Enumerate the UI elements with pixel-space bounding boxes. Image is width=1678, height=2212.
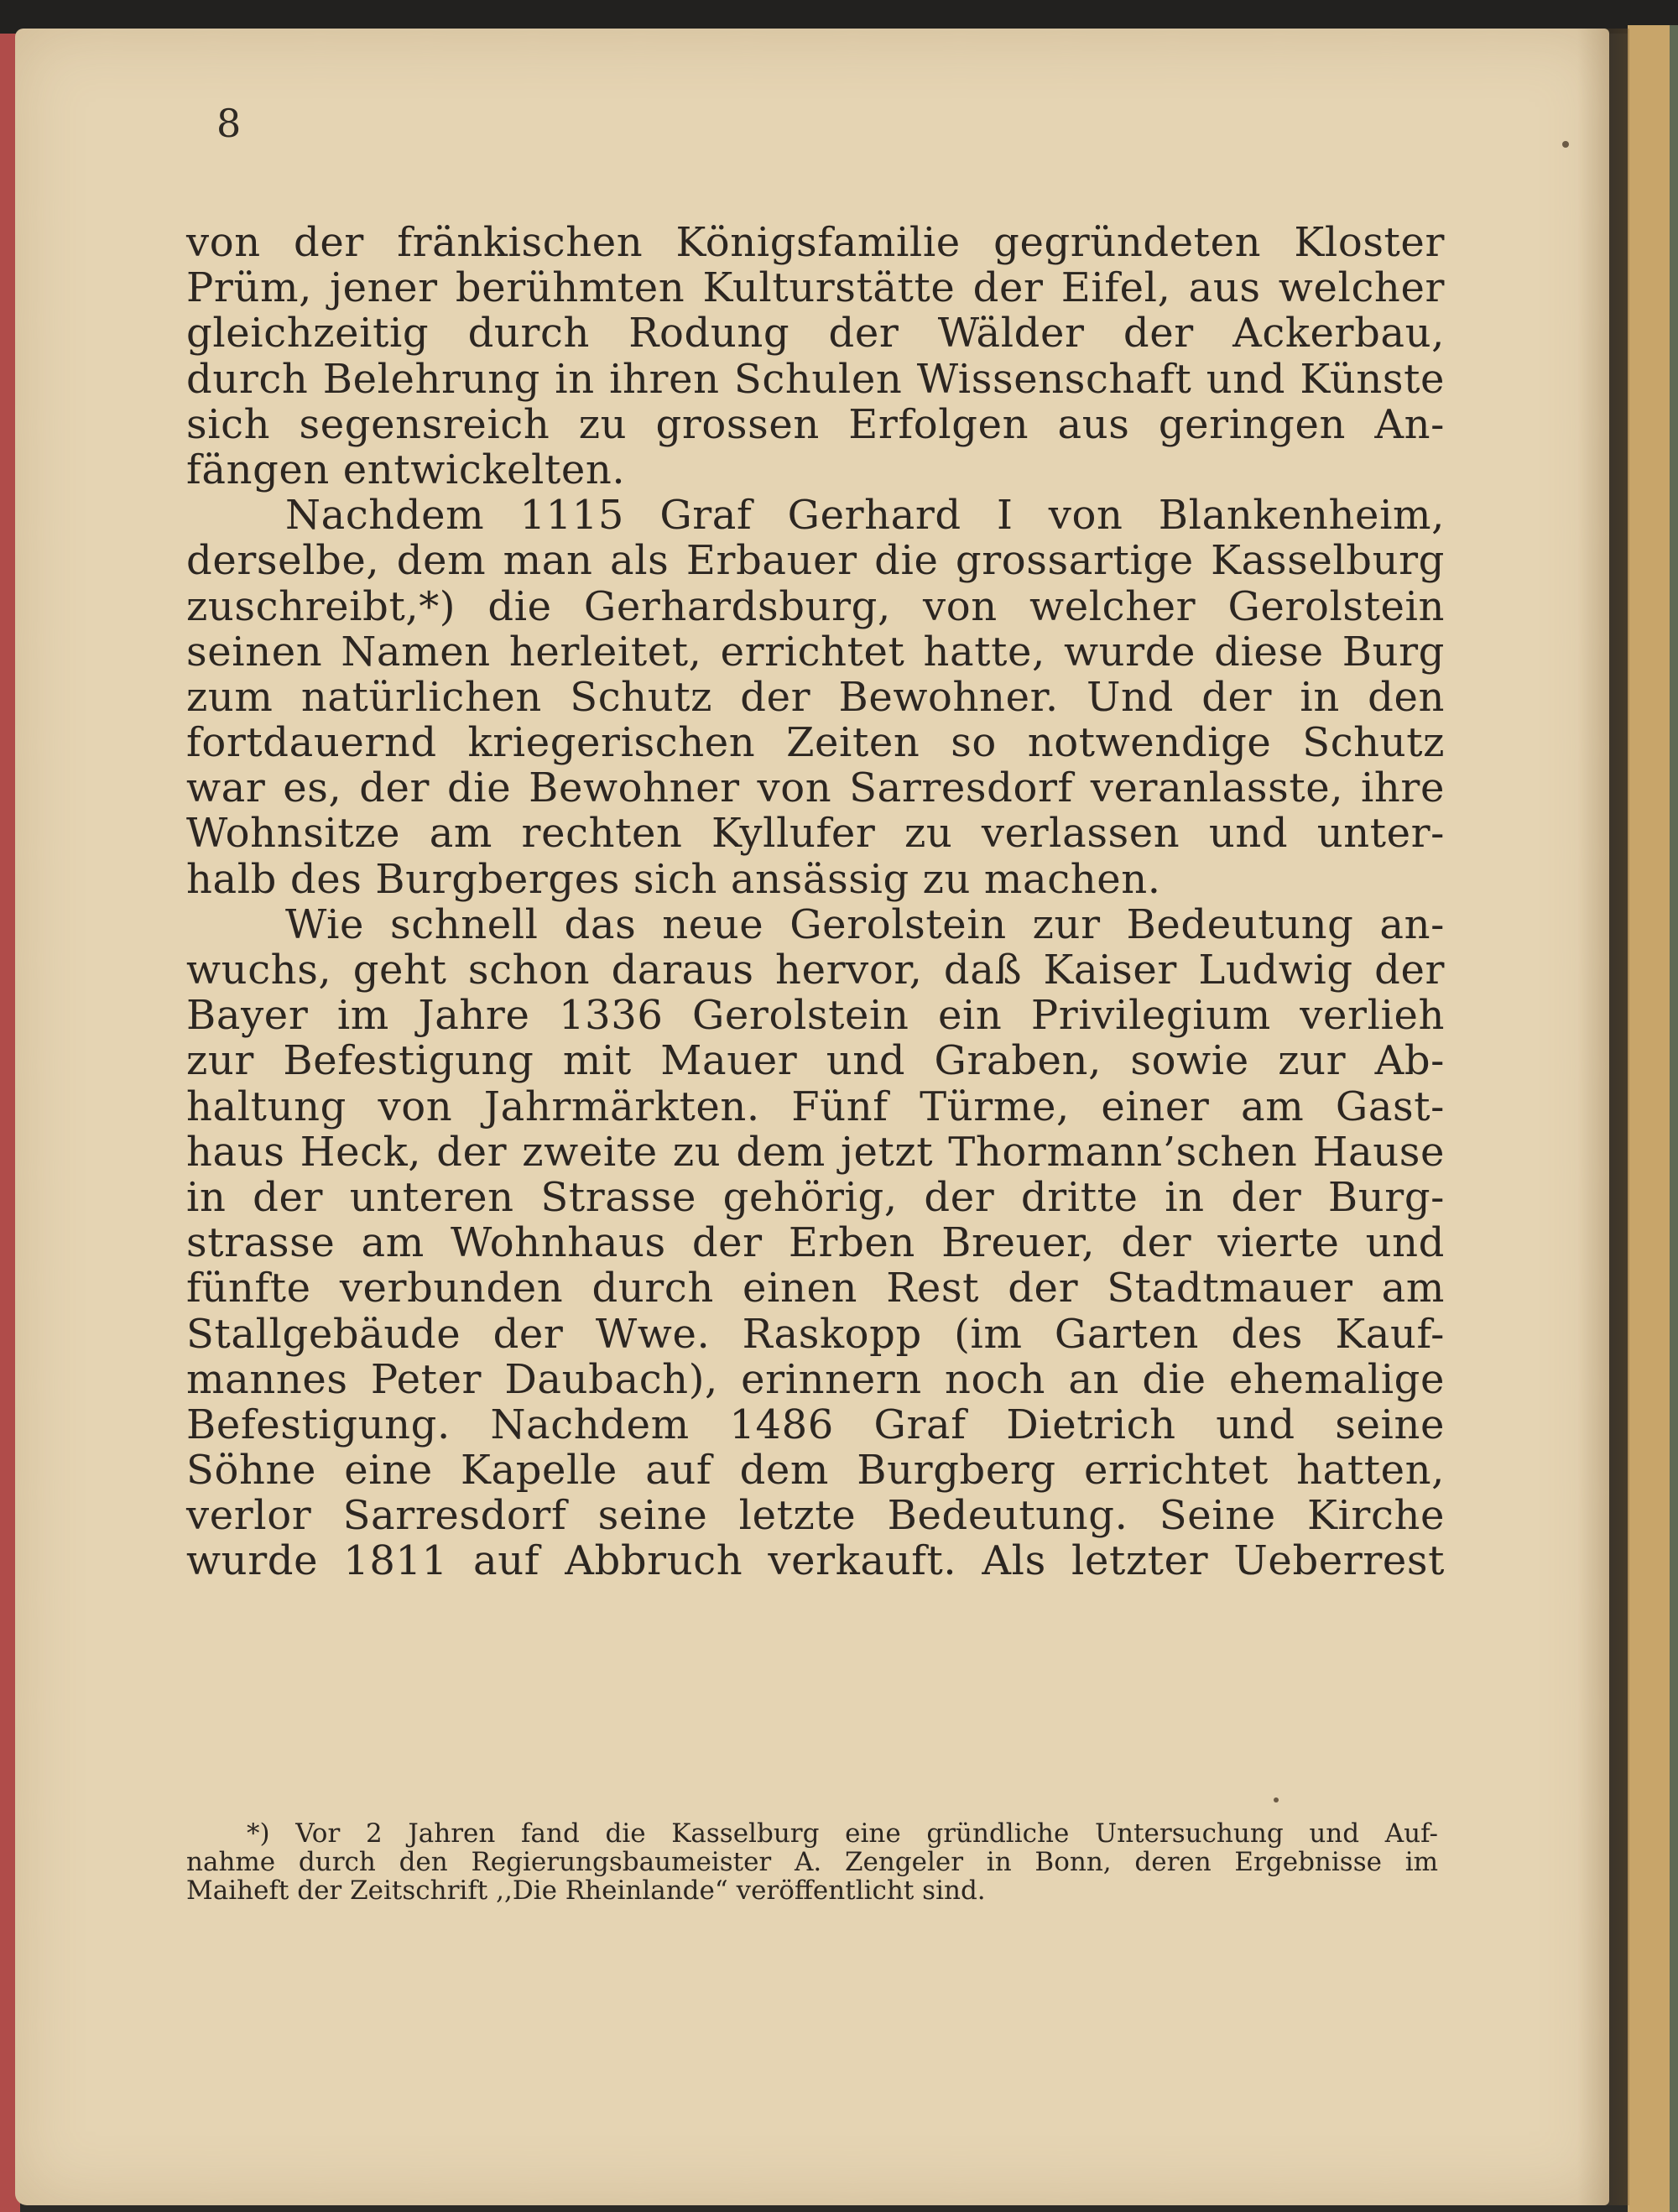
text-line: von der fränkischen Königsfamilie gegründeten Kloster [186, 219, 1445, 266]
text-line: war es, der die Bewohner von Sarresdorf veranlasste, ihre [186, 764, 1445, 812]
text-line: gleichzeitig durch Rodung der Wälder der Ackerbau, [186, 310, 1445, 357]
text-line: Söhne eine Kapelle auf dem Burgberg errichtet hatten, [186, 1447, 1445, 1495]
book-cover-right-edge [1670, 25, 1678, 2212]
text-line: Befestigung. Nachdem 1486 Graf Dietrich und seine [186, 1401, 1445, 1448]
page-number: 8 [216, 101, 242, 146]
text-line: Wohnsitze am rechten Kyllufer zu verlassen und unter- [186, 810, 1445, 858]
page-gutter-shadow [1577, 29, 1629, 2205]
text-line: haltung von Jahrmärkten. Fünf Türme, einer am Gast- [186, 1083, 1445, 1130]
body-text [186, 220, 1445, 1584]
text-line: zuschreibt,*) die Gerhardsburg, von welcher Gerolstein [186, 582, 1445, 630]
text-line: Nachdem 1115 Graf Gerhard I von Blankenheim, [285, 492, 1445, 540]
text-line: in der unteren Strasse gehörig, der dritte in der Burg- [186, 1173, 1445, 1221]
text-line: zum natürlichen Schutz der Bewohner. Und der in den [186, 673, 1445, 721]
paper-speck [1274, 1797, 1279, 1802]
text-line: Stallgebäude der Wwe. Raskopp (im Garten des Kauf- [186, 1310, 1445, 1358]
text-line: Bayer im Jahre 1336 Gerolstein ein Privilegium verlieh [186, 992, 1445, 1040]
text-line: fortdauernd kriegerischen Zeiten so notwendige Schutz [186, 719, 1445, 767]
text-line: wurde 1811 auf Abbruch verkauft. Als letzter Ueberrest [186, 1537, 1445, 1585]
footnote-line: *) Vor 2 Jahren fand die Kasselburg eine gründliche Untersuchung und Auf- [247, 1818, 1438, 1849]
text-line: derselbe, dem man als Erbauer die grossartige Kasselburg [186, 537, 1445, 585]
text-line: halb des Burgberges sich ansässig zu machen. [186, 855, 1161, 903]
text-line: sich segensreich zu grossen Erfolgen aus geringen An- [186, 400, 1445, 448]
paper-speck [1562, 141, 1569, 148]
text-line: Wie schnell das neue Gerolstein zur Bedeutung an- [285, 900, 1445, 948]
text-line: mannes Peter Daubach), erinnern noch an die ehemalige [186, 1355, 1445, 1403]
text-line: strasse am Wohnhaus der Erben Breuer, der vierte und [186, 1219, 1445, 1267]
text-line: seinen Namen herleitet, errichtet hatte, wurde diese Burg [186, 628, 1445, 676]
text-line: verlor Sarresdorf seine letzte Bedeutung. Seine Kirche [186, 1492, 1445, 1540]
text-line: fünfte verbunden durch einen Rest der Stadtmauer am [186, 1265, 1445, 1312]
footnote-line: Maiheft der Zeitschrift ,,Die Rheinlande“ veröffentlicht sind. [186, 1876, 986, 1906]
text-line: zur Befestigung mit Mauer und Graben, sowie zur Ab- [186, 1037, 1445, 1085]
footnote-line: nahme durch den Regierungsbaumeister A. Zengeler in Bonn, deren Ergebnisse im [186, 1847, 1438, 1877]
text-line: Prüm, jener berühmten Kulturstätte der Eifel, aus welcher [186, 264, 1445, 312]
text-line: wuchs, geht schon daraus hervor, daß Kaiser Ludwig der [186, 947, 1445, 994]
footnote [186, 1819, 1438, 1905]
text-line: haus Heck, der zweite zu dem jetzt Thormann’schen Hause [186, 1128, 1445, 1176]
text-line: durch Belehrung in ihren Schulen Wissenschaft und Künste [186, 355, 1445, 403]
text-line: fängen entwickelten. [186, 446, 626, 493]
